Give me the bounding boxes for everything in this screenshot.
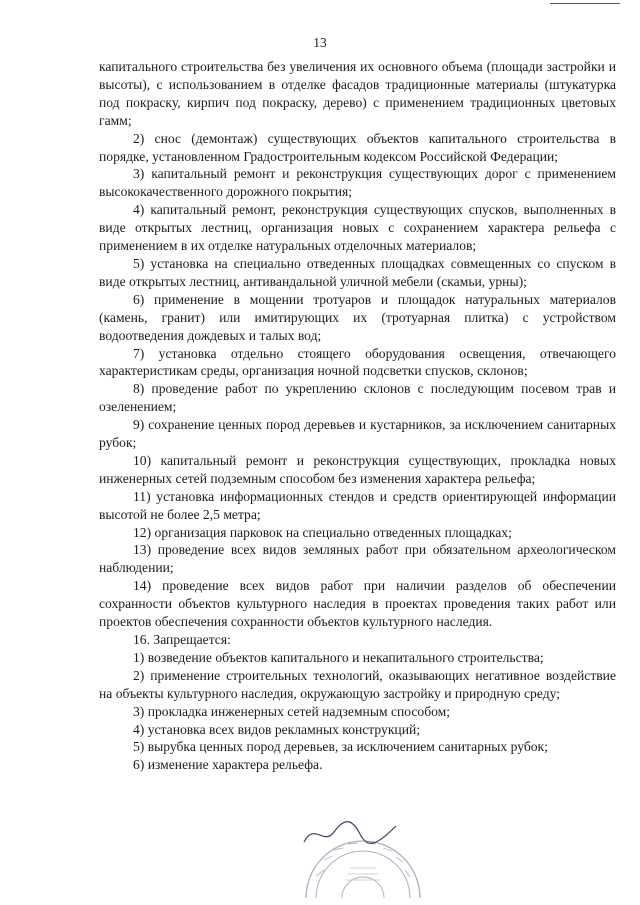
paragraph-item-8: 8) проведение работ по укреплению склонов с последующим посевом трав и озеленением; — [99, 381, 616, 415]
paragraph-item-7: 7) установка отдельно стоящего оборудования освещения, отвечающего характеристикам среды, организация ночной подсветки спусков, склонов; — [99, 345, 616, 379]
corner-line — [550, 3, 620, 4]
paragraph-item-12: 12) организация парковок на специально отведенных площадках; — [133, 524, 512, 540]
prohibition-item-5: 5) вырубка ценных пород деревьев, за исключением санитарных рубок; — [133, 739, 548, 755]
paragraph-item-9: 9) сохранение ценных пород деревьев и кустарников, за исключением санитарных рубок; — [99, 417, 616, 451]
paragraph-item-3: 3) капитальный ремонт и реконструкция существующих дорог с применением высококачественного дорожного покрытия; — [99, 166, 616, 200]
paragraph-item-13: 13) проведение всех видов земляных работ при обязательном археологическом наблюдении; — [99, 542, 616, 576]
paragraph-item-6: 6) применение в мощении тротуаров и площадок натуральных материалов (камень, гранит) или имитирующих их (тротуарная плитка) с устройством водоотведения дождевых и талых вод; — [99, 291, 616, 343]
signature — [300, 812, 400, 852]
prohibition-item-2: 2) применение строительных технологий, оказывающих негативное воздействие на объекты культурного наследия, окружающую застройку и природную среду; — [99, 667, 616, 701]
prohibition-item-1: 1) возведение объектов капитального и некапитального строительства; — [133, 649, 544, 665]
prohibition-item-4: 4) установка всех видов рекламных конструкций; — [133, 721, 421, 737]
paragraph-item-2: 2) снос (демонтаж) существующих объектов капитального строительства в порядке, установленном Градостроительным кодексом Российской Федерации; — [99, 130, 616, 164]
paragraph-continuation: капитального строительства без увеличения их основного объема (площади застройки и высоты), с использованием в отделке фасадов традиционные материалы (штукатурка под покраску, кирпич под покраску, дерево) с применением традиционных цветовых гамм; — [99, 59, 616, 128]
page-number: 13 — [313, 35, 327, 50]
paragraph-item-10: 10) капитальный ремонт и реконструкция существующих, прокладка новых инженерных сетей подземным способом без изменения характера рельефа; — [99, 452, 616, 486]
paragraph-item-11: 11) установка информационных стендов и средств ориентирующей информации высотой не более 2,5 метра; — [99, 488, 616, 522]
prohibition-item-6: 6) изменение характера рельефа. — [133, 757, 323, 773]
document-body — [99, 58, 616, 774]
paragraph-item-4: 4) капитальный ремонт, реконструкция существующих спусков, выполненных в виде открытых лестниц, организация новых с сохранением характера рельефа с применением в их отделке натуральных отделочных материалов; — [99, 202, 616, 254]
paragraph-item-5: 5) установка на специально отведенных площадках совмещенных со спуском в виде открытых лестниц, антивандальной уличной мебели (скамьи, урны); — [99, 255, 616, 289]
paragraph-item-14: 14) проведение всех видов работ при наличии разделов об обеспечении сохранности объектов культурного наследия в проектах проведения таких работ или проектов обеспечения сохранности объектов культурного наследия. — [99, 578, 616, 630]
section-16-heading: 16. Запрещается: — [133, 632, 231, 647]
prohibition-item-3: 3) прокладка инженерных сетей надземным способом; — [133, 703, 451, 719]
